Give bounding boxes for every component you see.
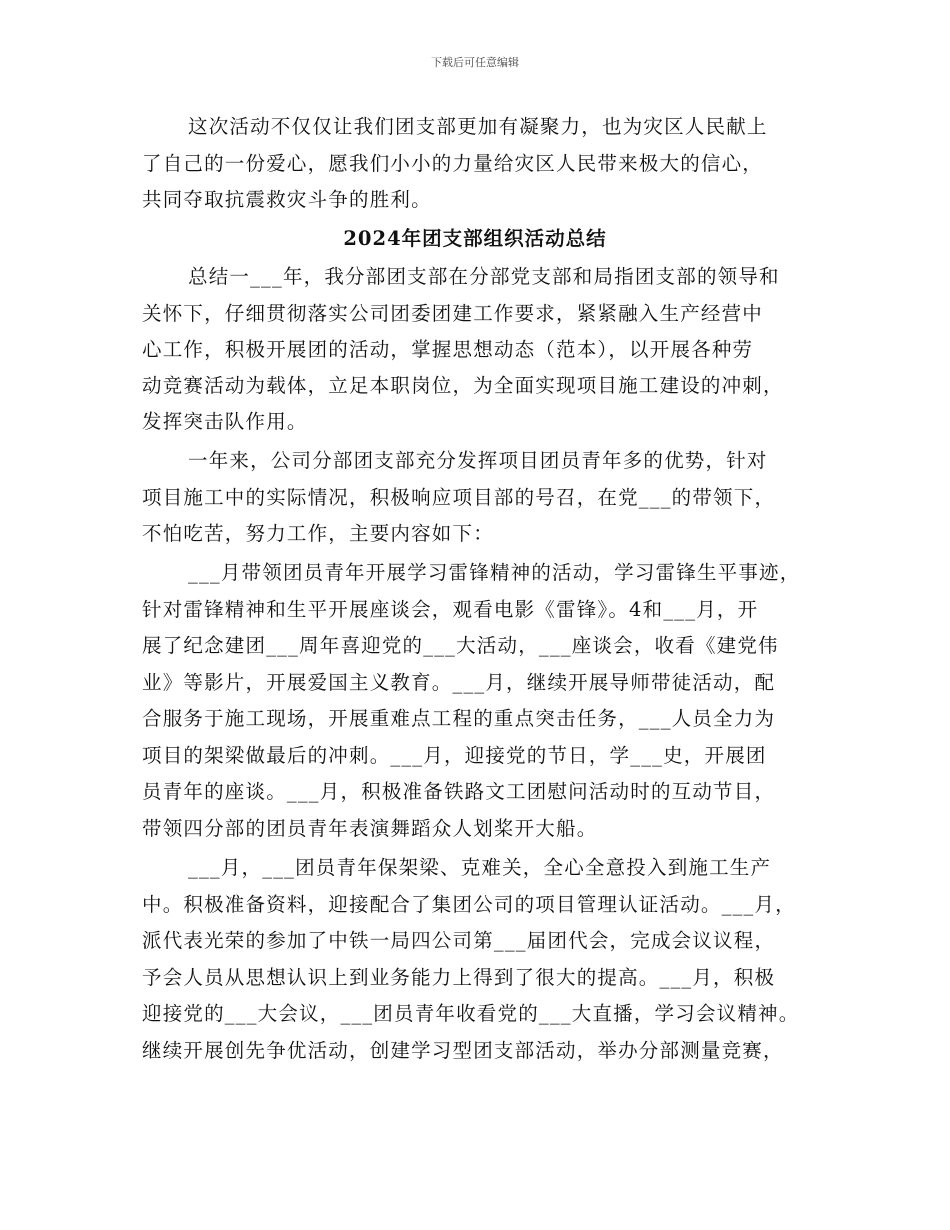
text-line: 这次活动不仅仅让我们团支部更加有凝聚力，也为灾区人民献上 (188, 115, 768, 138)
text-line: 展了纪念建团___周年喜迎党的___大活动，___座谈会，收看《建党伟 (142, 634, 779, 657)
text-line: 合服务于施工现场，开展重难点工程的重点突击任务，___人员全力为 (142, 707, 776, 730)
text-line: 项目的架梁做最后的冲刺。___月，迎接党的节日，学___史，开展团 (142, 744, 767, 767)
text-line: 针对雷锋精神和生平开展座谈会，观看电影《雷锋》。4和___月，开 (142, 598, 759, 621)
text-line: 关怀下，仔细贯彻落实公司团委团建工作要求，紧紧融入生产经营中 (142, 302, 764, 325)
text-line: 带领四分部的团员青年表演舞蹈众人划桨开大船。 (142, 817, 598, 840)
text-line: ___月带领团员青年开展学习雷锋精神的活动，学习雷锋生平事迹， (188, 561, 801, 584)
text-line: 派代表光荣的参加了中铁一局四公司第___届团代会，完成会议议程， (142, 929, 776, 952)
text-line: 发挥突击队作用。 (142, 410, 308, 433)
text-line: 予会人员从思想认识上到业务能力上得到了很大的提高。___月，积极 (142, 966, 776, 989)
text-line: 迎接党的___大会议，___团员青年收看党的___大直播，学习会议精神。 (142, 1002, 800, 1025)
page-header: 下载后可任意编辑 (431, 56, 519, 69)
text-line: 业》等影片，开展爱国主义教育。___月，继续开展导师带徒活动，配 (142, 671, 776, 694)
text-line: 心工作，积极开展团的活动，掌握思想动态（范本），以开展各种劳 (142, 338, 754, 361)
text-line: 项目施工中的实际情况，积极响应项目部的号召，在党___的带领下， (142, 486, 776, 509)
text-line: 动竞赛活动为载体，立足本职岗位，为全面实现项目施工建设的冲刺， (142, 374, 784, 397)
text-line: 共同夺取抗震救灾斗争的胜利。 (142, 188, 432, 211)
text-line: 了自己的一份爱心，愿我们小小的力量给灾区人民带来极大的信心， (142, 152, 764, 175)
text-line: 继续开展创先争优活动，创建学习型团支部活动，举办分部测量竞赛， (142, 1039, 784, 1062)
text-line: 总结一___年，我分部团支部在分部党支部和局指团支部的领导和 (188, 265, 780, 288)
text-line: 员青年的座谈。___月，积极准备铁路文工团慰问活动时的互动节目， (142, 780, 776, 803)
text-line: 中。积极准备资料，迎接配合了集团公司的项目管理认证活动。___月， (142, 893, 796, 916)
text-line: ___月，___团员青年保架梁、克难关，全心全意投入到施工生产 (188, 856, 772, 879)
text-line: 一年来，公司分部团支部充分发挥项目团员青年多的优势，针对 (188, 449, 768, 472)
text-line: 不怕吃苦，努力工作，主要内容如下： (142, 522, 494, 545)
document-title: 2024年团支部组织活动总结 (343, 227, 607, 250)
